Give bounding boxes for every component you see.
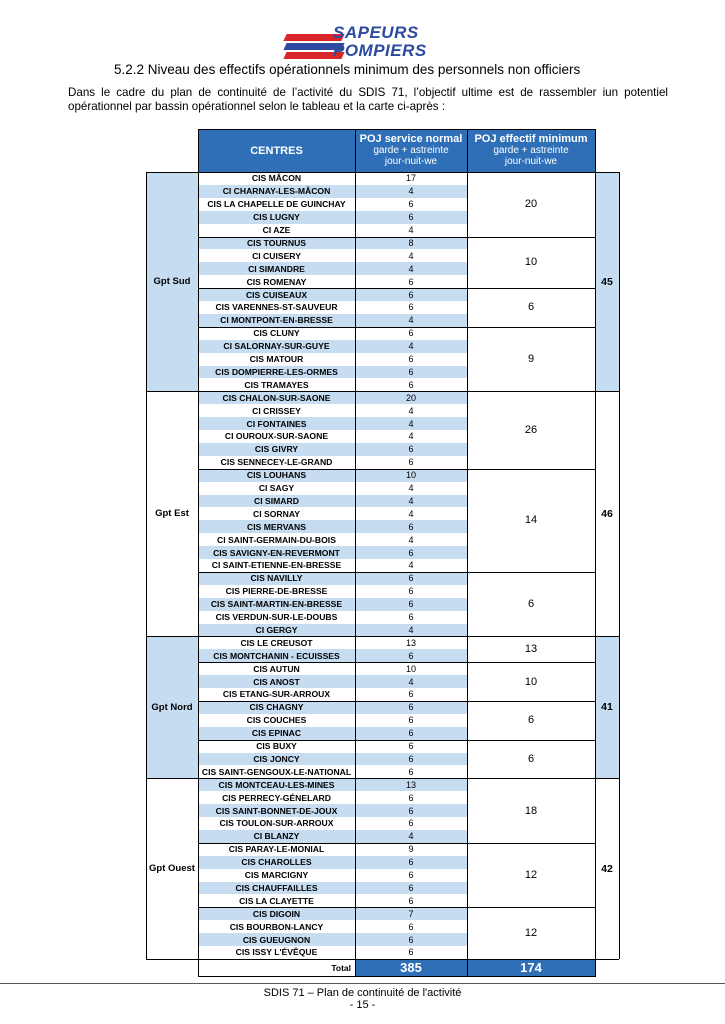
centre-name: CIS AUTUN (198, 662, 355, 675)
centre-name: CIS BUXY (198, 740, 355, 753)
centre-value: 6 (355, 327, 467, 340)
centre-value: 6 (355, 701, 467, 714)
centre-name: CIS CUISEAUX (198, 288, 355, 301)
centre-value: 4 (355, 340, 467, 353)
centre-name: CIS MÂCON (198, 172, 355, 185)
group-separator (146, 172, 619, 173)
centre-name: CIS GIVRY (198, 443, 355, 456)
centre-name: CIS LA CHAPELLE DE GUINCHAY (198, 198, 355, 211)
centre-value: 6 (355, 366, 467, 379)
centre-name: CIS DIGOIN (198, 907, 355, 920)
header-poj-normal-title: POJ service normal (359, 133, 463, 145)
block-separator (198, 907, 595, 908)
footer-title: SDIS 71 – Plan de continuité de l'activité (263, 987, 462, 999)
centre-value: 6 (355, 353, 467, 366)
centre-name: CIS SENNECEY-LE-GRAND (198, 456, 355, 469)
centre-value: 4 (355, 559, 467, 572)
centre-value: 6 (355, 933, 467, 946)
centre-name: CIS TOULON-SUR-ARROUX (198, 817, 355, 830)
col-line-right (619, 172, 620, 959)
col-line-val (355, 129, 356, 977)
group-separator (146, 391, 619, 392)
centre-value: 4 (355, 675, 467, 688)
centre-name: CIS SAINT-MARTIN-EN-BRESSE (198, 598, 355, 611)
centre-value: 6 (355, 598, 467, 611)
block-separator (198, 740, 595, 741)
table-bottom-line (146, 959, 619, 960)
centre-name: CI SALORNAY-SUR-GUYE (198, 340, 355, 353)
centre-name: CIS CHAROLLES (198, 856, 355, 869)
col-line-name (198, 129, 199, 977)
centre-value: 6 (355, 211, 467, 224)
block-minimum: 12 (467, 907, 595, 959)
group-separator (146, 636, 619, 637)
total-poj-minimum: 174 (467, 959, 595, 976)
centre-value: 6 (355, 611, 467, 624)
centre-name: CIS CHALON-SUR-SAONE (198, 391, 355, 404)
block-separator (198, 701, 595, 702)
centre-name: CIS CHAGNY (198, 701, 355, 714)
logo-word-1: SAPEURS (333, 23, 419, 42)
block-minimum: 6 (467, 572, 595, 637)
centre-value: 6 (355, 546, 467, 559)
centre-value: 6 (355, 198, 467, 211)
centre-name: CI SORNAY (198, 507, 355, 520)
centre-name: CIS MARCIGNY (198, 869, 355, 882)
centre-name: CIS CLUNY (198, 327, 355, 340)
centre-name: CIS ISSY L'ÉVÊQUE (198, 946, 355, 959)
block-minimum: 6 (467, 701, 595, 740)
centre-name: CIS MONTCEAU-LES-MINES (198, 778, 355, 791)
centre-name: CIS ROMENAY (198, 275, 355, 288)
block-separator (198, 288, 595, 289)
centre-name: CIS ETANG-SUR-ARROUX (198, 688, 355, 701)
centre-value: 4 (355, 249, 467, 262)
centre-name: CIS ANOST (198, 675, 355, 688)
centre-name: CI FONTAINES (198, 417, 355, 430)
block-minimum: 26 (467, 391, 595, 468)
centre-value: 6 (355, 288, 467, 301)
block-separator (198, 572, 595, 573)
header-poj-normal-sub1: garde + astreinte (373, 145, 449, 156)
page-footer (0, 987, 725, 1011)
centre-value: 4 (355, 314, 467, 327)
intro-paragraph: Dans le cadre du plan de continuité de l’activité du SDIS 71, l’objectif ultime est de rassembler iun potentiel opérationnel par bassin opérationnel selon le tableau et la carte ci-après : (68, 86, 668, 113)
header-poj-minimum-sub1: garde + astreinte (493, 145, 569, 156)
block-minimum: 9 (467, 327, 595, 392)
centre-value: 4 (355, 430, 467, 443)
centre-name: CIS EPINAC (198, 727, 355, 740)
total-bottom-line (198, 976, 595, 977)
centre-value: 4 (355, 185, 467, 198)
centre-value: 6 (355, 753, 467, 766)
centre-name: CI GERGY (198, 624, 355, 637)
centre-value: 4 (355, 417, 467, 430)
centre-value: 6 (355, 714, 467, 727)
centre-value: 8 (355, 237, 467, 250)
centre-value: 6 (355, 740, 467, 753)
centre-name: CI CUISERY (198, 249, 355, 262)
centre-name: CI OUROUX-SUR-SAONE (198, 430, 355, 443)
centre-value: 10 (355, 469, 467, 482)
col-line-left (146, 172, 147, 959)
centre-value: 4 (355, 224, 467, 237)
centre-name: CIS SAVIGNY-EN-REVERMONT (198, 546, 355, 559)
centre-name: CI MONTPONT-EN-BRESSE (198, 314, 355, 327)
col-line-block (467, 129, 468, 977)
block-minimum: 20 (467, 172, 595, 237)
centre-value: 6 (355, 572, 467, 585)
centre-name: CI CRISSEY (198, 404, 355, 417)
centre-value: 6 (355, 275, 467, 288)
centre-name: CI SAINT-GERMAIN-DU-BOIS (198, 533, 355, 546)
page-number: - 15 - (349, 999, 376, 1011)
centre-value: 4 (355, 404, 467, 417)
header-poj-minimum-sub2: jour-nuit-we (504, 156, 558, 167)
centre-name: CI BLANZY (198, 830, 355, 843)
centre-value: 6 (355, 456, 467, 469)
centre-name: CI SIMARD (198, 495, 355, 508)
block-separator (198, 469, 595, 470)
col-line-total (595, 129, 596, 977)
centre-value: 4 (355, 262, 467, 275)
block-minimum: 10 (467, 237, 595, 289)
centre-value: 17 (355, 172, 467, 185)
centre-value: 6 (355, 882, 467, 895)
centre-value: 6 (355, 869, 467, 882)
footer-divider (0, 983, 725, 984)
centre-value: 6 (355, 791, 467, 804)
centre-name: CIS GUEUGNON (198, 933, 355, 946)
centre-value: 6 (355, 817, 467, 830)
centre-name: CIS MERVANS (198, 520, 355, 533)
centre-name: CIS NAVILLY (198, 572, 355, 585)
block-minimum: 10 (467, 662, 595, 701)
block-minimum: 18 (467, 778, 595, 843)
centre-value: 4 (355, 507, 467, 520)
centre-name: CIS LA CLAYETTE (198, 894, 355, 907)
header-poj-normal (355, 129, 467, 172)
group-total: 41 (595, 636, 619, 778)
centre-value: 6 (355, 804, 467, 817)
centre-name: CIS SAINT-GENGOUX-LE-NATIONAL (198, 765, 355, 778)
group-label: Gpt Nord (146, 636, 198, 778)
header-poj-minimum (467, 129, 595, 172)
centre-name: CIS PIERRE-DE-BRESSE (198, 585, 355, 598)
group-separator (146, 778, 619, 779)
centre-name: CIS VARENNES-ST-SAUVEUR (198, 301, 355, 314)
centre-name: CIS TOURNUS (198, 237, 355, 250)
centre-value: 6 (355, 856, 467, 869)
centre-value: 10 (355, 662, 467, 675)
group-label: Gpt Sud (146, 172, 198, 391)
centre-name: CIS PERRECY-GÉNELARD (198, 791, 355, 804)
block-minimum: 6 (467, 288, 595, 327)
total-label: Total (331, 962, 351, 973)
centre-value: 4 (355, 533, 467, 546)
centre-name: CIS MATOUR (198, 353, 355, 366)
centre-name: CI SIMANDRE (198, 262, 355, 275)
centre-value: 6 (355, 649, 467, 662)
centre-name: CI SAGY (198, 482, 355, 495)
block-separator (198, 327, 595, 328)
block-minimum: 12 (467, 843, 595, 908)
centre-name: CIS PARAY-LE-MONIAL (198, 843, 355, 856)
centre-value: 6 (355, 765, 467, 778)
centre-name: CIS COUCHES (198, 714, 355, 727)
centre-name: CIS MONTCHANIN - ECUISSES (198, 649, 355, 662)
centre-value: 6 (355, 727, 467, 740)
section-heading: 5.2.2 Niveau des effectifs opérationnels minimum des personnels non officiers (114, 62, 581, 77)
centre-name: CIS TRAMAYES (198, 378, 355, 391)
header-centres: CENTRES (198, 129, 355, 172)
centre-value: 7 (355, 907, 467, 920)
group-label: Gpt Ouest (146, 778, 198, 959)
centre-value: 6 (355, 585, 467, 598)
centre-value: 6 (355, 520, 467, 533)
header-poj-minimum-title: POJ effectif minimum (474, 133, 588, 145)
block-minimum: 14 (467, 469, 595, 572)
centre-value: 4 (355, 495, 467, 508)
centre-name: CIS DOMPIERRE-LES-ORMES (198, 366, 355, 379)
header-poj-normal-sub2: jour-nuit-we (384, 156, 438, 167)
centre-name: CIS LE CREUSOT (198, 636, 355, 649)
group-total: 46 (595, 391, 619, 636)
centre-name: CI CHARNAY-LES-MÂCON (198, 185, 355, 198)
block-separator (198, 662, 595, 663)
block-minimum: 13 (467, 636, 595, 662)
centre-name: CIS LOUHANS (198, 469, 355, 482)
group-total: 45 (595, 172, 619, 391)
header-top-line (198, 129, 595, 130)
centre-name: CIS SAINT-BONNET-DE-JOUX (198, 804, 355, 817)
logo-word-2: POMPIERS (333, 41, 427, 60)
centre-value: 6 (355, 443, 467, 456)
centre-name: CI SAINT-ETIENNE-EN-BRESSE (198, 559, 355, 572)
centre-name: CIS CHAUFFAILLES (198, 882, 355, 895)
centre-value: 6 (355, 920, 467, 933)
centre-name: CI AZE (198, 224, 355, 237)
centre-name: CIS VERDUN-SUR-LE-DOUBS (198, 611, 355, 624)
centre-value: 6 (355, 894, 467, 907)
block-separator (198, 237, 595, 238)
centre-value: 6 (355, 688, 467, 701)
centre-value: 6 (355, 378, 467, 391)
group-total: 42 (595, 778, 619, 959)
group-label: Gpt Est (146, 391, 198, 636)
block-minimum: 6 (467, 740, 595, 779)
centre-value: 9 (355, 843, 467, 856)
centre-value: 4 (355, 624, 467, 637)
centre-value: 6 (355, 301, 467, 314)
centre-value: 6 (355, 946, 467, 959)
total-poj-normal: 385 (355, 959, 467, 976)
block-separator (198, 843, 595, 844)
centre-value: 13 (355, 636, 467, 649)
centre-name: CIS LUGNY (198, 211, 355, 224)
centre-value: 20 (355, 391, 467, 404)
centre-value: 13 (355, 778, 467, 791)
centre-name: CIS BOURBON-LANCY (198, 920, 355, 933)
centre-name: CIS JONCY (198, 753, 355, 766)
centre-value: 4 (355, 830, 467, 843)
centre-value: 4 (355, 482, 467, 495)
